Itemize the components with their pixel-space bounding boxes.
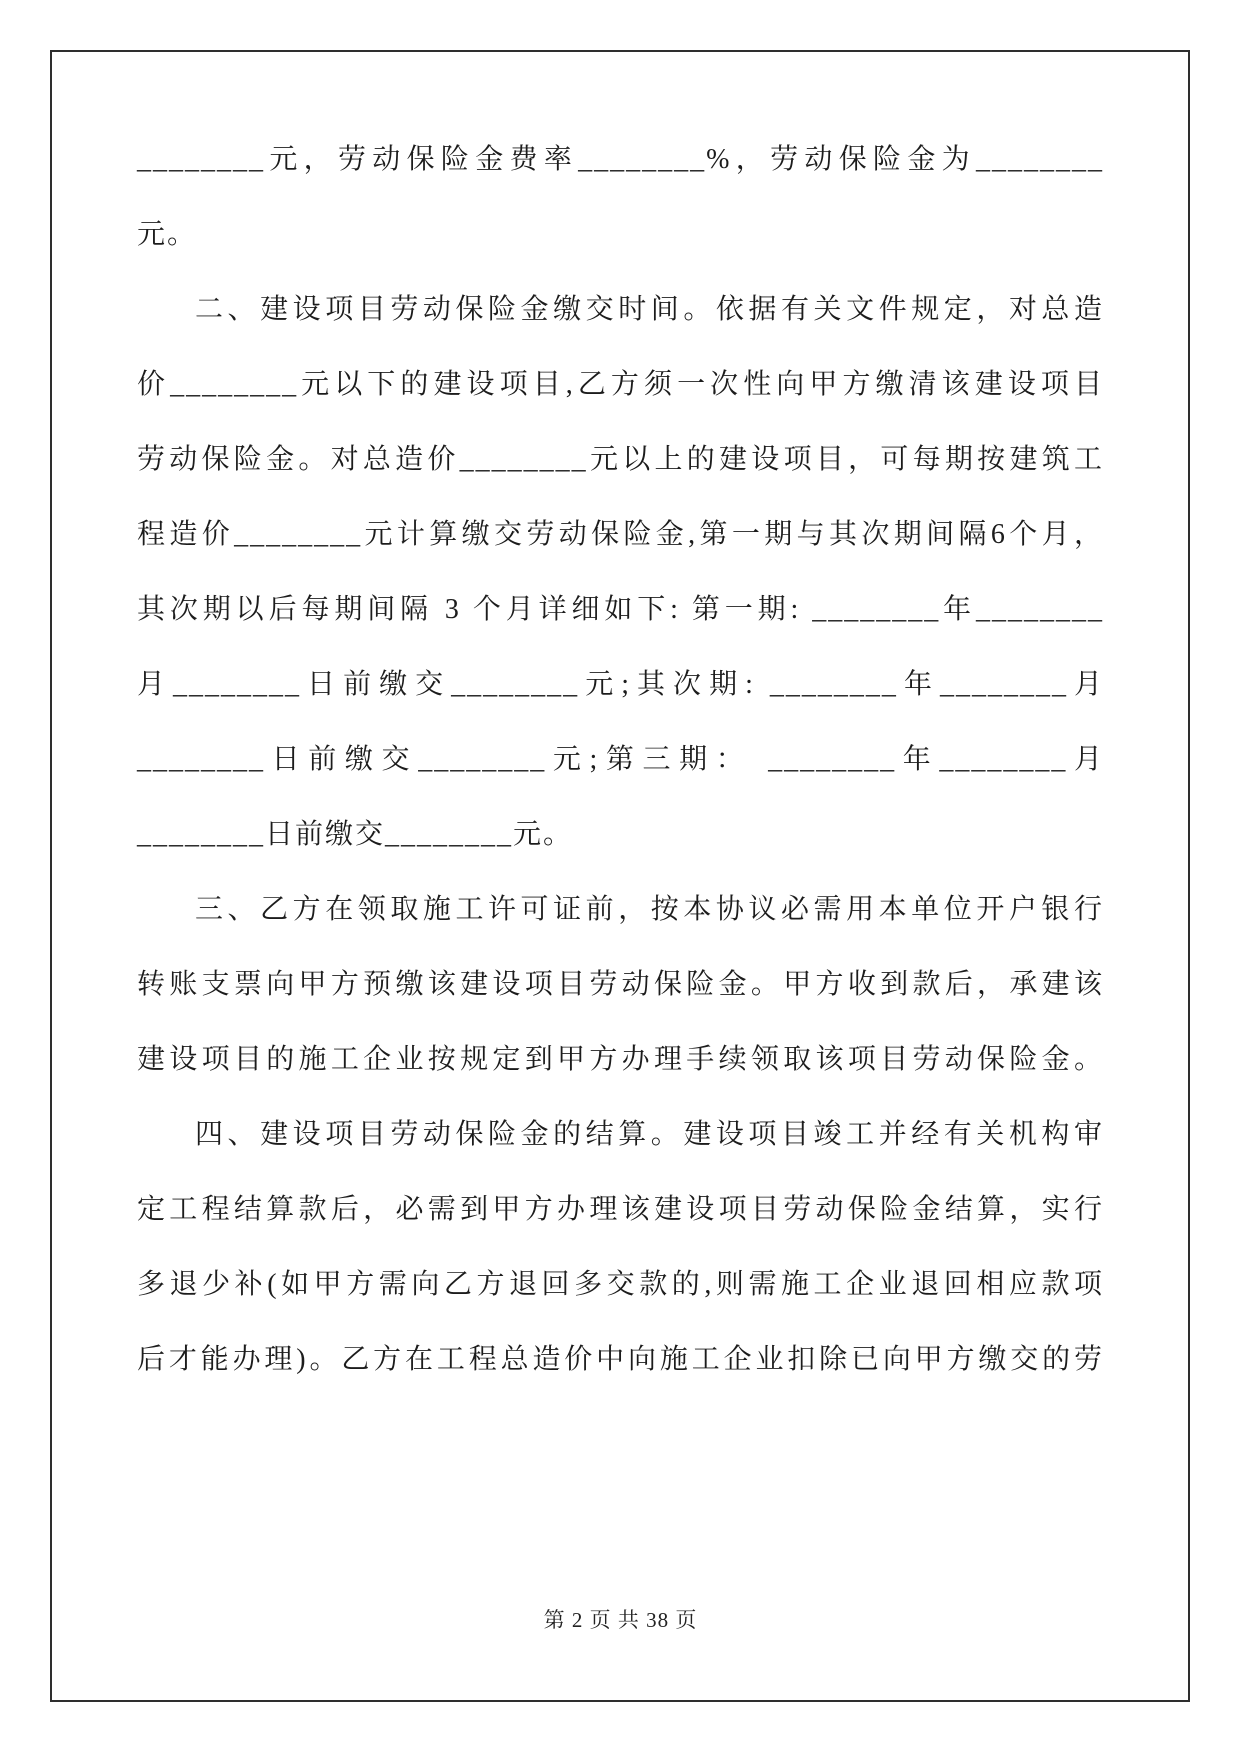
paragraph-line: ________元，劳动保险金费率________%，劳动保险金为________ [137,144,1104,175]
paragraph-line: 建设项目的施工企业按规定到甲方办理手续领取该项目劳动保险金。 [137,1044,1104,1075]
page-footer [0,1602,1241,1638]
paragraph-line: 转账支票向甲方预缴该建设项目劳动保险金。甲方收到款后，承建该 [137,969,1104,1000]
paragraph-line: 二、建设项目劳动保险金缴交时间。依据有关文件规定，对总造 [195,294,1104,325]
paragraph-line: 三、乙方在领取施工许可证前，按本协议必需用本单位开户银行 [195,894,1104,925]
paragraph-line: 多退少补(如甲方需向乙方退回多交款的,则需施工企业退回相应款项 [137,1269,1104,1300]
paragraph-line: 月________日前缴交________元;其次期: ________年________月 [137,669,1104,700]
paragraph-line: 程造价________元计算缴交劳动保险金,第一期与其次期间隔6个月， [137,519,1104,550]
paragraph-line: 后才能办理)。乙方在工程总造价中向施工企业扣除已向甲方缴交的劳 [137,1344,1104,1375]
page-number-text: 第 2 页 共 38 页 [543,1608,698,1632]
paragraph-line: 四、建设项目劳动保险金的结算。建设项目竣工并经有关机构审 [195,1119,1104,1150]
paragraph-line: 其次期以后每期间隔 3 个月详细如下: 第一期: ________年________ [137,594,1104,625]
document-body [137,122,1104,1397]
paragraph-line: 劳动保险金。对总造价________元以上的建设项目，可每期按建筑工 [137,444,1104,475]
paragraph-line: 价________元以下的建设项目,乙方须一次性向甲方缴清该建设项目 [137,369,1104,400]
paragraph-line: ________日前缴交________元;第三期： ________年________月 [137,744,1104,775]
paragraph-line: 定工程结算款后，必需到甲方办理该建设项目劳动保险金结算，实行 [137,1194,1104,1225]
paragraph-line: 元。 [137,219,198,250]
paragraph-line: ________日前缴交________元。 [137,819,574,850]
